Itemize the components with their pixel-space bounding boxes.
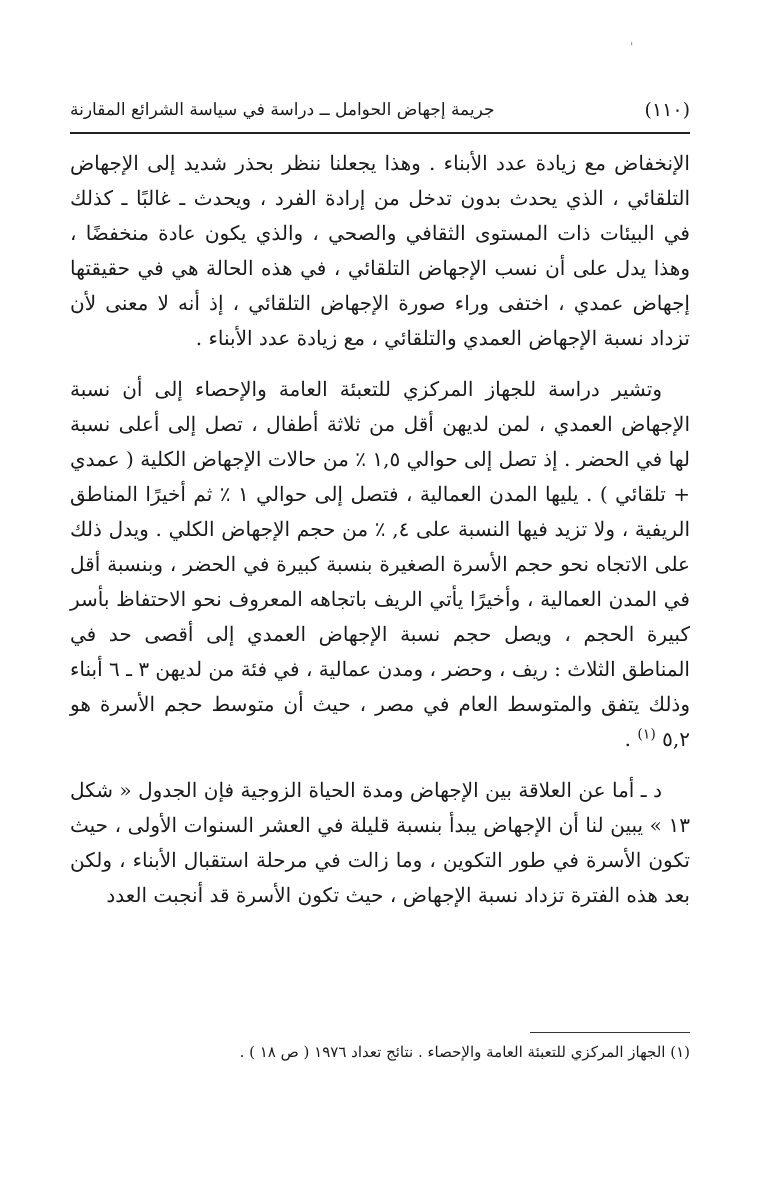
footnote: (١) الجهاز المركزي للتعبئة العامة والإحصاء . نتائج تعداد ١٩٧٦ ( ص ١٨ ) . <box>239 1043 690 1061</box>
running-title: جريمة إجهاض الحوامل ــ دراسة في سياسة الشرائع المقارنة <box>70 100 495 120</box>
footnote-rule <box>530 1032 690 1033</box>
paragraph-1: الإنخفاض مع زيادة عدد الأبناء . وهذا يجعلنا ننظر بحذر شديد إلى الإجهاض التلقائي ، الذي يحدث بدون تدخل من إرادة الفرد ، ويحدث ـ غالبًا ـ كذلك في البيئات ذات المستوى الثقافي والصحي ، والذي يكون عادة منخفضًا ، وهذا يدل على أن نسب الإجهاض التلقائي ، في هذه الحالة هي في حقيقتها إجهاض عمدي ، اختفى وراء صورة الإجهاض التلقائي ، إذ أنه لا معنى لأن تزداد نسبة الإجهاض العمدي والتلقائي ، مع زيادة عدد الأبناء . <box>70 151 690 350</box>
running-header <box>70 96 690 124</box>
page-number: (١١٠) <box>644 99 690 121</box>
paragraph-3: د ـ أما عن العلاقة بين الإجهاض ومدة الحياة الزوجية فإن الجدول « شكل ١٣ » يبين لنا أن الإجهاض يبدأ بنسبة قليلة في العشر السنوات الأولى ، حيث تكون الأسرة في طور التكوين ، وما زالت في مرحلة استقبال الأبناء ، ولكن بعد هذه الفترة تزداد نسبة الإجهاض ، حيث تكون الأسرة قد أنجبت العدد <box>70 778 690 907</box>
footnote-reference[interactable]: (١) <box>637 726 656 743</box>
paragraph-2 <box>70 372 690 757</box>
header-rule <box>70 132 690 134</box>
paragraph-2-text: وتشير دراسة للجهاز المركزي للتعبئة العامة والإحصاء إلى أن نسبة الإجهاض العمدي ، لمن لديهن أقل من ثلاثة أطفال ، تصل إلى أعلى نسبة لها في الحضر . إذ تصل إلى حوالي ١,٥ ٪ من حالات الإجهاض الكلية ( عمدي + تلقائي ) . يليها المدن العمالية ، فتصل إلى حوالي ١ ٪ ثم أخيرًا المناطق الريفية ، ولا تزيد فيها النسبة على ٤, ٪ من حجم الإجهاض الكلي . ويدل ذلك على الاتجاه نحو حجم الأسرة الصغيرة بنسبة كبيرة في الحضر ، وبنسبة أقل في المدن العمالية ، وأخيرًا يأتي الريف باتجاهه المعروف نحو الاحتفاظ بأسر كبيرة الحجم ، ويصل حجم نسبة الإجهاض العمدي إلى أقصى حد في المناطق الثلاث : ريف ، وحضر ، ومدن عمالية ، في فئة من لديهن ٣ ـ ٦ أبناء وذلك يتفق والمتوسط العام في مصر ، حيث أن متوسط حجم الأسرة هو ٥,٢ <box>69 377 691 751</box>
paragraph-2-end: . <box>624 727 638 751</box>
body-text <box>70 146 690 929</box>
scan-mark: ' <box>630 40 634 54</box>
